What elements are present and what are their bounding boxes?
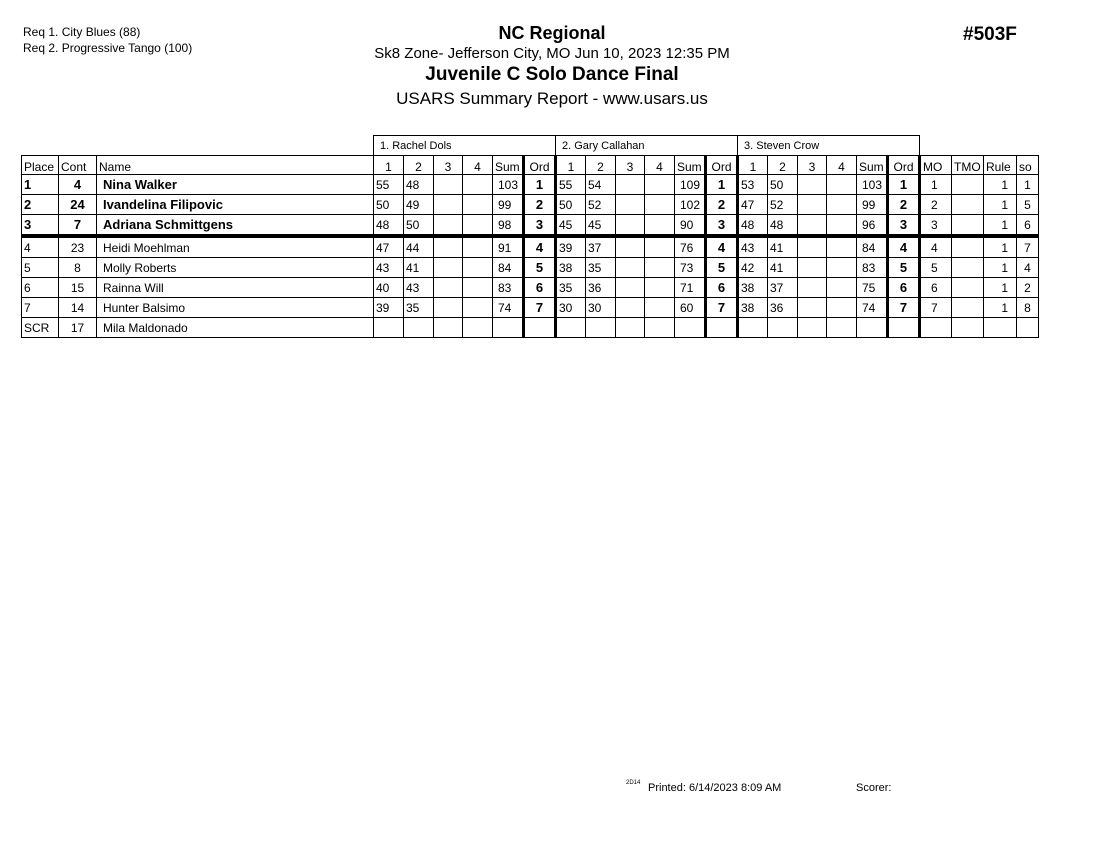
report-title: USARS Summary Report - www.usars.us: [396, 89, 708, 108]
judge2-ordinal-cell: 4: [706, 236, 738, 258]
contestant-number-cell: 23: [59, 236, 97, 258]
contestant-number-cell: 17: [59, 318, 97, 338]
judge1-score4-cell: [463, 258, 493, 278]
judge2-sum-cell: 76: [675, 236, 706, 258]
skater-name-cell: Hunter Balsimo: [97, 298, 374, 318]
judge2-score1-cell: 50: [556, 195, 586, 215]
header-judge3-score1: 1: [738, 156, 768, 175]
header-judge1-score2: 2: [404, 156, 434, 175]
judge2-sum-cell: 102: [675, 195, 706, 215]
judge2-score3-cell: [616, 175, 645, 195]
judge2-score3-cell: [616, 278, 645, 298]
judge1-score2-cell: 48: [404, 175, 434, 195]
header-judge3-score2: 2: [768, 156, 798, 175]
judge3-score1-cell: 43: [738, 236, 768, 258]
judge3-score4-cell: [827, 215, 857, 237]
so-cell: 2: [1017, 278, 1039, 298]
judge1-score3-cell: [434, 278, 463, 298]
judge3-score1-cell: 53: [738, 175, 768, 195]
judge3-ordinal-cell: 4: [888, 236, 920, 258]
header-judge2-sum: Sum: [675, 156, 706, 175]
judge2-score1-cell: 35: [556, 278, 586, 298]
judge1-sum-cell: 84: [493, 258, 524, 278]
judge1-score3-cell: [434, 318, 463, 338]
judge1-score2-cell: 44: [404, 236, 434, 258]
judge3-sum-cell: [857, 318, 888, 338]
judge3-score3-cell: [798, 215, 827, 237]
place-cell: 5: [22, 258, 59, 278]
table-row: [22, 278, 1039, 298]
header-judge2-score2: 2: [586, 156, 616, 175]
header-judge3-sum: Sum: [857, 156, 888, 175]
judge-1-name: 1. Rachel Dols: [374, 136, 556, 156]
judge-2-name: 2. Gary Callahan: [556, 136, 738, 156]
mo-cell: [920, 318, 952, 338]
event-title: Juvenile C Solo Dance Final: [425, 64, 679, 85]
judge2-sum-cell: 73: [675, 258, 706, 278]
judge1-score3-cell: [434, 258, 463, 278]
judge2-score3-cell: [616, 195, 645, 215]
judge1-score4-cell: [463, 298, 493, 318]
judge1-ordinal-cell: 4: [524, 236, 556, 258]
judge1-score1-cell: 47: [374, 236, 404, 258]
judge3-score2-cell: 50: [768, 175, 798, 195]
judge3-score4-cell: [827, 278, 857, 298]
place-cell: 2: [22, 195, 59, 215]
judge1-score3-cell: [434, 195, 463, 215]
table-row: [22, 258, 1039, 278]
header-judge1-sum: Sum: [493, 156, 524, 175]
judge2-score1-cell: 38: [556, 258, 586, 278]
skater-name-cell: Nina Walker: [97, 175, 374, 195]
judge3-sum-cell: 84: [857, 236, 888, 258]
event-number: #503F: [963, 24, 1017, 45]
tmo-cell: [952, 278, 984, 298]
judge2-score1-cell: 30: [556, 298, 586, 318]
judge2-ordinal-cell: 5: [706, 258, 738, 278]
header-so: so: [1017, 156, 1039, 175]
tmo-cell: [952, 298, 984, 318]
judge2-score1-cell: 45: [556, 215, 586, 237]
judge1-ordinal-cell: 3: [524, 215, 556, 237]
contestant-number-cell: 15: [59, 278, 97, 298]
printed-timestamp: Printed: 6/14/2023 8:09 AM: [648, 782, 782, 794]
judge1-sum-cell: 91: [493, 236, 524, 258]
judge1-score1-cell: 55: [374, 175, 404, 195]
judge3-sum-cell: 83: [857, 258, 888, 278]
place-cell: SCR: [22, 318, 59, 338]
table-row: [22, 175, 1039, 195]
header-judge1-score3: 3: [434, 156, 463, 175]
so-cell: 7: [1017, 236, 1039, 258]
judge3-score1-cell: 38: [738, 278, 768, 298]
judge1-sum-cell: 74: [493, 298, 524, 318]
judge3-ordinal-cell: 6: [888, 278, 920, 298]
competition-location: Sk8 Zone- Jefferson City, MO Jun 10, 2023 12:35 PM: [374, 45, 730, 62]
so-cell: 1: [1017, 175, 1039, 195]
judge2-ordinal-cell: [706, 318, 738, 338]
judge3-score2-cell: 52: [768, 195, 798, 215]
so-cell: 4: [1017, 258, 1039, 278]
judge3-sum-cell: 96: [857, 215, 888, 237]
header-judge3-score4: 4: [827, 156, 857, 175]
judge3-score4-cell: [827, 318, 857, 338]
judge-3-name: 3. Steven Crow: [738, 136, 920, 156]
judge2-score3-cell: [616, 298, 645, 318]
judge3-ordinal-cell: 2: [888, 195, 920, 215]
judge3-sum-cell: 74: [857, 298, 888, 318]
contestant-number-cell: 14: [59, 298, 97, 318]
judge1-ordinal-cell: 2: [524, 195, 556, 215]
judge3-score3-cell: [798, 278, 827, 298]
rule-cell: 1: [984, 298, 1017, 318]
table-row: [22, 318, 1039, 338]
judge1-sum-cell: [493, 318, 524, 338]
rule-cell: 1: [984, 215, 1017, 237]
rule-cell: 1: [984, 175, 1017, 195]
judge1-score1-cell: [374, 318, 404, 338]
judge3-score2-cell: 36: [768, 298, 798, 318]
tmo-cell: [952, 236, 984, 258]
judge1-score1-cell: 40: [374, 278, 404, 298]
judge3-ordinal-cell: 7: [888, 298, 920, 318]
judge3-score2-cell: 37: [768, 278, 798, 298]
mo-cell: 6: [920, 278, 952, 298]
judge2-sum-cell: 60: [675, 298, 706, 318]
requirement-2: Req 2. Progressive Tango (100): [23, 41, 193, 55]
header-judge1-ord: Ord: [524, 156, 556, 175]
judge1-score4-cell: [463, 195, 493, 215]
skater-name-cell: Molly Roberts: [97, 258, 374, 278]
header-judge2-ord: Ord: [706, 156, 738, 175]
judge2-score1-cell: [556, 318, 586, 338]
mo-cell: 3: [920, 215, 952, 237]
judge1-score3-cell: [434, 236, 463, 258]
judge3-score3-cell: [798, 298, 827, 318]
place-cell: 4: [22, 236, 59, 258]
contestant-number-cell: 24: [59, 195, 97, 215]
judge1-ordinal-cell: 6: [524, 278, 556, 298]
judge1-score3-cell: [434, 215, 463, 237]
table-row: [22, 236, 1039, 258]
so-cell: 8: [1017, 298, 1039, 318]
judge2-score3-cell: [616, 318, 645, 338]
mo-cell: 7: [920, 298, 952, 318]
judge1-score2-cell: 50: [404, 215, 434, 237]
judge2-ordinal-cell: 3: [706, 215, 738, 237]
judge2-score2-cell: 37: [586, 236, 616, 258]
judge2-score4-cell: [645, 236, 675, 258]
skater-name-cell: Heidi Moehlman: [97, 236, 374, 258]
judge3-score1-cell: 48: [738, 215, 768, 237]
judge3-score1-cell: 38: [738, 298, 768, 318]
mo-cell: 5: [920, 258, 952, 278]
place-cell: 3: [22, 215, 59, 237]
judge3-score2-cell: 41: [768, 258, 798, 278]
competition-title: NC Regional: [498, 23, 606, 43]
header-judge3-score3: 3: [798, 156, 827, 175]
contestant-number-cell: 7: [59, 215, 97, 237]
judge2-score2-cell: 45: [586, 215, 616, 237]
judge2-score2-cell: 52: [586, 195, 616, 215]
judge3-sum-cell: 75: [857, 278, 888, 298]
judge1-score4-cell: [463, 175, 493, 195]
rule-cell: 1: [984, 195, 1017, 215]
summary-table: [21, 135, 1039, 338]
judge1-ordinal-cell: 7: [524, 298, 556, 318]
judge1-score2-cell: 35: [404, 298, 434, 318]
judge2-sum-cell: 109: [675, 175, 706, 195]
judge1-score1-cell: 39: [374, 298, 404, 318]
judge1-score4-cell: [463, 215, 493, 237]
judge3-score3-cell: [798, 236, 827, 258]
judge3-score4-cell: [827, 258, 857, 278]
scorer-label: Scorer:: [856, 782, 892, 794]
so-cell: [1017, 318, 1039, 338]
judge2-score4-cell: [645, 175, 675, 195]
skater-name-cell: Mila Maldonado: [97, 318, 374, 338]
rule-cell: 1: [984, 236, 1017, 258]
header-name: Name: [97, 156, 374, 175]
judge3-score4-cell: [827, 195, 857, 215]
judge3-score2-cell: [768, 318, 798, 338]
judge3-score4-cell: [827, 298, 857, 318]
judge2-score2-cell: 36: [586, 278, 616, 298]
judge3-score3-cell: [798, 258, 827, 278]
contestant-number-cell: 4: [59, 175, 97, 195]
contestant-number-cell: 8: [59, 258, 97, 278]
mo-cell: 2: [920, 195, 952, 215]
judge3-score2-cell: 48: [768, 215, 798, 237]
judge1-score3-cell: [434, 298, 463, 318]
judge3-ordinal-cell: 5: [888, 258, 920, 278]
header-cont: Cont: [59, 156, 97, 175]
judge2-score2-cell: 30: [586, 298, 616, 318]
judge2-sum-cell: 90: [675, 215, 706, 237]
print-code: 2D14: [626, 780, 641, 786]
judge1-score4-cell: [463, 236, 493, 258]
judge3-score1-cell: 47: [738, 195, 768, 215]
judge3-sum-cell: 103: [857, 175, 888, 195]
judge3-score1-cell: [738, 318, 768, 338]
header-place: Place: [22, 156, 59, 175]
header-judge3-ord: Ord: [888, 156, 920, 175]
judge2-sum-cell: 71: [675, 278, 706, 298]
judge3-ordinal-cell: [888, 318, 920, 338]
skater-name-cell: Adriana Schmittgens: [97, 215, 374, 237]
header-judge1-score1: 1: [374, 156, 404, 175]
header-tmo: TMO: [952, 156, 984, 175]
judge2-score3-cell: [616, 258, 645, 278]
so-cell: 5: [1017, 195, 1039, 215]
table-row: [22, 195, 1039, 215]
skater-name-cell: Rainna Will: [97, 278, 374, 298]
rule-cell: 1: [984, 278, 1017, 298]
judge2-score3-cell: [616, 215, 645, 237]
judge1-ordinal-cell: 1: [524, 175, 556, 195]
judge1-score1-cell: 43: [374, 258, 404, 278]
judge2-score4-cell: [645, 298, 675, 318]
judge2-score2-cell: 54: [586, 175, 616, 195]
judge2-ordinal-cell: 6: [706, 278, 738, 298]
mo-cell: 1: [920, 175, 952, 195]
mo-cell: 4: [920, 236, 952, 258]
judge2-score1-cell: 55: [556, 175, 586, 195]
rule-cell: [984, 318, 1017, 338]
judge3-score4-cell: [827, 236, 857, 258]
judge1-ordinal-cell: 5: [524, 258, 556, 278]
judge3-score3-cell: [798, 318, 827, 338]
requirement-1: Req 1. City Blues (88): [23, 25, 141, 39]
results-body: [22, 175, 1039, 338]
judge1-score3-cell: [434, 175, 463, 195]
judge3-ordinal-cell: 3: [888, 215, 920, 237]
judge2-score4-cell: [645, 215, 675, 237]
judge2-ordinal-cell: 7: [706, 298, 738, 318]
judge3-score1-cell: 42: [738, 258, 768, 278]
skater-name-cell: Ivandelina Filipovic: [97, 195, 374, 215]
judge2-score2-cell: 35: [586, 258, 616, 278]
column-header-row: [22, 156, 1039, 175]
judge1-score2-cell: 49: [404, 195, 434, 215]
header-judge2-score4: 4: [645, 156, 675, 175]
judge1-sum-cell: 98: [493, 215, 524, 237]
table-row: [22, 215, 1039, 237]
judge2-score3-cell: [616, 236, 645, 258]
judge1-score2-cell: 41: [404, 258, 434, 278]
header-judge1-score4: 4: [463, 156, 493, 175]
judge3-ordinal-cell: 1: [888, 175, 920, 195]
judge2-score4-cell: [645, 195, 675, 215]
judge3-score4-cell: [827, 175, 857, 195]
judge2-ordinal-cell: 1: [706, 175, 738, 195]
judge2-score4-cell: [645, 318, 675, 338]
table-row: [22, 298, 1039, 318]
judge1-score4-cell: [463, 318, 493, 338]
tmo-cell: [952, 258, 984, 278]
tmo-cell: [952, 195, 984, 215]
header-judge2-score1: 1: [556, 156, 586, 175]
judge2-score4-cell: [645, 278, 675, 298]
judge1-score2-cell: [404, 318, 434, 338]
judges-row: [22, 136, 1039, 156]
rule-cell: 1: [984, 258, 1017, 278]
judge3-score2-cell: 41: [768, 236, 798, 258]
judge1-score1-cell: 48: [374, 215, 404, 237]
tmo-cell: [952, 215, 984, 237]
judge1-sum-cell: 83: [493, 278, 524, 298]
judge1-score4-cell: [463, 278, 493, 298]
judge2-ordinal-cell: 2: [706, 195, 738, 215]
place-cell: 7: [22, 298, 59, 318]
judge2-score4-cell: [645, 258, 675, 278]
header-mo: MO: [920, 156, 952, 175]
judge2-score1-cell: 39: [556, 236, 586, 258]
judge1-sum-cell: 103: [493, 175, 524, 195]
header-judge2-score3: 3: [616, 156, 645, 175]
judge2-score2-cell: [586, 318, 616, 338]
judge2-sum-cell: [675, 318, 706, 338]
place-cell: 6: [22, 278, 59, 298]
judge1-ordinal-cell: [524, 318, 556, 338]
judge3-sum-cell: 99: [857, 195, 888, 215]
judge1-score1-cell: 50: [374, 195, 404, 215]
header-rule: Rule: [984, 156, 1017, 175]
tmo-cell: [952, 318, 984, 338]
tmo-cell: [952, 175, 984, 195]
judge1-score2-cell: 43: [404, 278, 434, 298]
so-cell: 6: [1017, 215, 1039, 237]
judge3-score3-cell: [798, 195, 827, 215]
judge1-sum-cell: 99: [493, 195, 524, 215]
place-cell: 1: [22, 175, 59, 195]
judge3-score3-cell: [798, 175, 827, 195]
